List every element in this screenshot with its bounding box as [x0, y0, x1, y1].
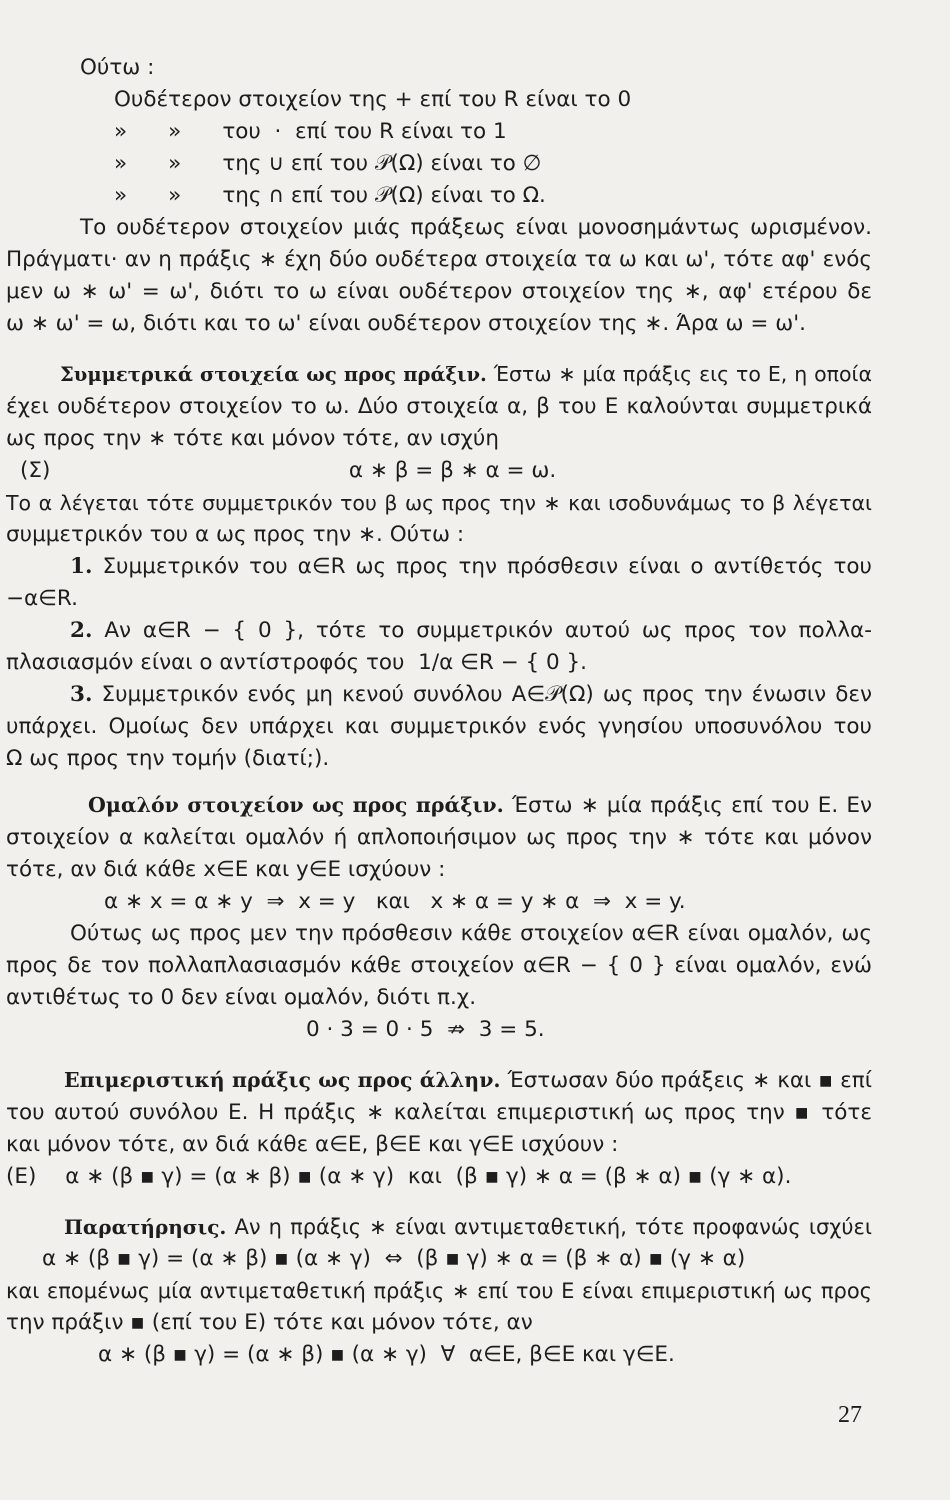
regular-equation-2: 0 · 3 = 0 · 5 ⇏ 3 = 5.	[306, 1017, 545, 1042]
item-3-line-2: υπάρχει. Ομοίως δεν υπάρχει και συμμετρικόν ενός γνησίου υποσυνόλου του	[6, 714, 872, 739]
item-1-line-2: −α∈R.	[6, 586, 78, 611]
uniqueness-line-2: Πράγματι· αν η πράξις ∗ έχη δύο ουδέτερα στοιχεία τα ω και ω', τότε αφ' ενός	[6, 247, 872, 272]
neutral-row-add: Ουδέτερον στοιχείον της + επί του R είναι το 0	[114, 87, 632, 112]
neutral-intro: Ούτω :	[80, 55, 155, 80]
symmetric-line-2: ως προς την ∗ τότε και μόνον τότε, αν ισχύη	[6, 426, 499, 451]
item-2-line-2: πλασιασμόν είναι ο αντίστροφός του 1/α ∈R − { 0 }.	[6, 650, 587, 675]
remark-equation: α ∗ (β ▪ γ) = (α ∗ β) ▪ (α ∗ γ) ⇔ (β ▪ γ) ∗ α = (β ∗ α) ▪ (γ ∗ α)	[42, 1246, 746, 1271]
symmetric-line-1: έχει ουδέτερον στοιχείον το ω. Δύο στοιχεία α, β του Ε καλούνται συμμετρικά	[6, 394, 872, 419]
item-3-line-1: Συμμετρικόν ενός μη κενού συνόλου Α∈𝒫(Ω) ως προς την ένωσιν δεν	[101, 682, 872, 707]
distributive-equation: α ∗ (β ▪ γ) = (α ∗ β) ▪ (α ∗ γ) και (β ▪ γ) ∗ α = (β ∗ α) ▪ (γ ∗ α).	[65, 1164, 792, 1189]
page-number: 27	[838, 1402, 862, 1428]
regular-line-3: Ούτως ως προς μεν την πρόσθεσιν κάθε στοιχείον α∈R είναι ομαλόν, ως	[70, 921, 872, 946]
regular-first-line: Έστω ∗ μία πράξις επί του Ε. Εν	[511, 793, 872, 818]
item-3-number: 3.	[70, 682, 93, 707]
regular-equation: α ∗ x = α ∗ y ⇒ x = y και x ∗ α = y ∗ α ⇒ x = y.	[104, 889, 686, 914]
distributive-first-line: Έστωσαν δύο πράξεις ∗ και ▪ επί	[507, 1068, 872, 1093]
distributive-line-1: του αυτού συνόλου Ε. Η πράξις ∗ καλείται επιμεριστική ως προς την ▪ τότε	[6, 1100, 872, 1125]
distributive-heading: Επιμεριστική πράξις ως προς άλλην.	[64, 1068, 501, 1092]
symmetric-equation: α ∗ β = β ∗ α = ω.	[348, 458, 557, 483]
symmetric-line-4: συμμετρικόν του α ως προς την ∗. Ούτω :	[6, 522, 465, 547]
distributive-line-2: και μόνον τότε, αν διά κάθε α∈E, β∈E και γ∈E ισχύουν :	[6, 1132, 619, 1157]
uniqueness-line-4: ω ∗ ω' = ω, διότι και το ω' είναι ουδέτερον στοιχείον της ∗. Άρα ω = ω'.	[6, 311, 806, 336]
regular-line-5: αντιθέτως το 0 δεν είναι ομαλόν, διότι π.χ.	[6, 985, 477, 1010]
neutral-row-mult: » » του · επί του R είναι το 1	[114, 119, 507, 144]
item-3-line-3: Ω ως προς την τομήν (διατί;).	[6, 746, 330, 771]
item-1-number: 1.	[70, 554, 93, 579]
item-2-number: 2.	[70, 618, 93, 643]
uniqueness-line-3: μεν ω ∗ ω' = ω', διότι το ω είναι ουδέτερον στοιχείον της ∗, αφ' ετέρου δε	[6, 279, 872, 304]
symmetric-line-3: Το α λέγεται τότε συμμετρικόν του β ως προς την ∗ και ισοδυνάμως το β λέγεται	[6, 491, 872, 515]
remark-heading: Παρατήρησις.	[64, 1215, 227, 1239]
regular-heading: Ομαλόν στοιχείον ως προς πράξιν.	[88, 793, 504, 817]
remark-equation-2: α ∗ (β ▪ γ) = (α ∗ β) ▪ (α ∗ γ) ∀ α∈E, β∈E και γ∈E.	[98, 1342, 675, 1367]
remark-line-2: την πράξιν ▪ (επί του Ε) τότε και μόνον τότε, αν	[6, 1310, 533, 1335]
regular-line-4: προς δε τον πολλαπλασιασμόν κάθε στοιχείον α∈R − { 0 } είναι ομαλόν, ενώ	[6, 953, 872, 978]
regular-line-2: τότε, αν διά κάθε x∈E και y∈E ισχύουν :	[6, 857, 446, 882]
remark-line-1: και επομένως μία αντιμεταθετική πράξις ∗ επί του Ε είναι επιμεριστική ως προς	[6, 1279, 872, 1303]
neutral-row-union: » » της ∪ επί του 𝒫(Ω) είναι το ∅	[114, 151, 542, 176]
distributive-eq-label: (Ε)	[6, 1164, 37, 1189]
symmetric-first-line: Έστω ∗ μία πράξις εις το Ε, η οποία	[493, 362, 872, 386]
item-2-line-1: Αν α∈R − { 0 }, τότε το συμμετρικόν αυτού ως προς τον πολλα-	[104, 618, 872, 643]
symmetric-heading: Συμμετρικά στοιχεία ως προς πράξιν.	[60, 363, 487, 386]
item-1-line-1: Συμμετρικόν του α∈R ως προς την πρόσθεσιν είναι ο αντίθετός του	[102, 554, 872, 579]
regular-line-1: στοιχείον α καλείται ομαλόν ή απλοποιήσιμον ως προς την ∗ τότε και μόνον	[6, 825, 872, 850]
neutral-row-intersection: » » της ∩ επί του 𝒫(Ω) είναι το Ω.	[114, 183, 546, 208]
remark-first-line: Αν η πράξις ∗ είναι αντιμεταθετική, τότε προφανώς ισχύει	[234, 1215, 872, 1239]
symmetric-eq-label: (Σ)	[20, 458, 51, 483]
uniqueness-line-1: Το ουδέτερον στοιχείον μιάς πράξεως είναι μονοσημάντως ωρισμένον.	[80, 215, 872, 240]
